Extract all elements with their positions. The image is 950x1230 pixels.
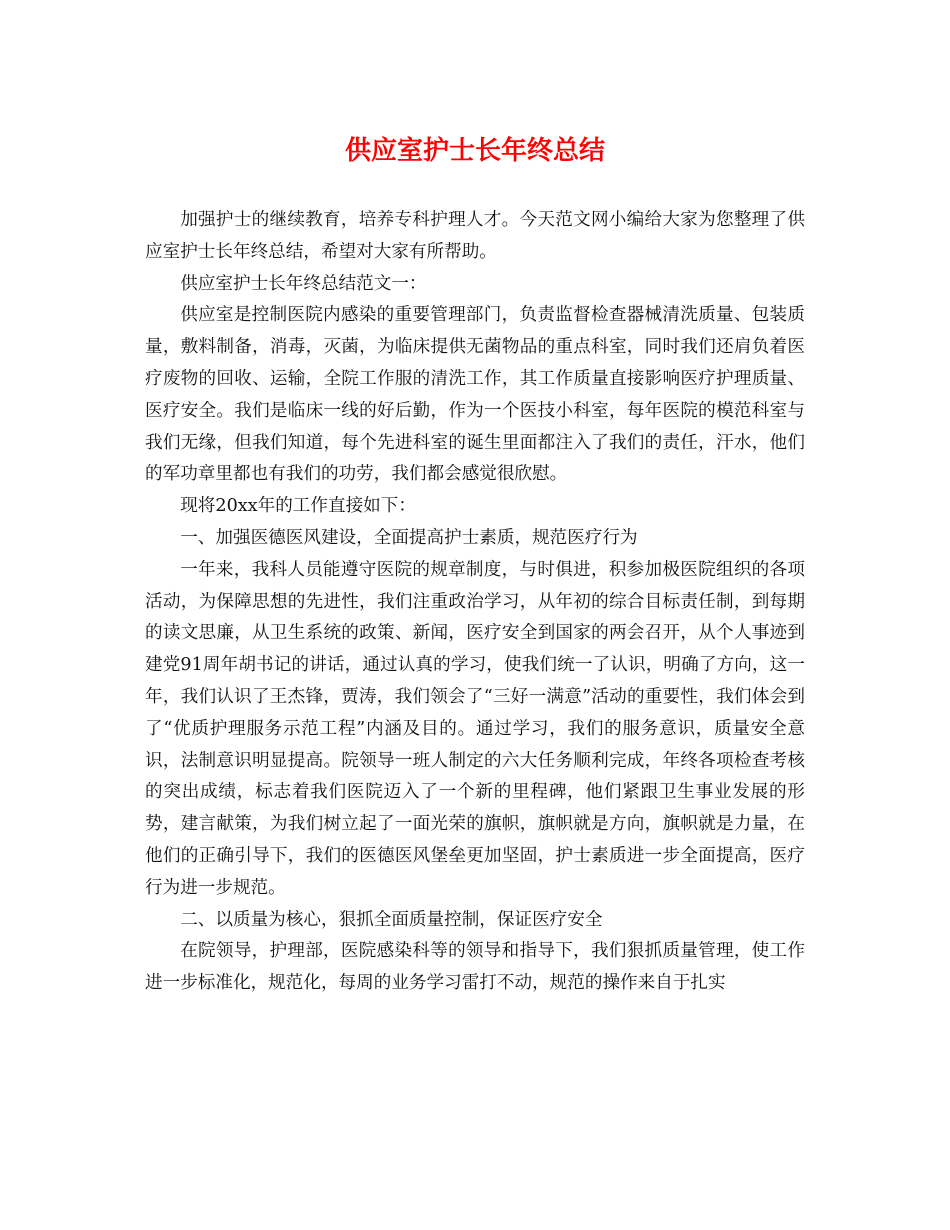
paragraph-intro: 加强护士的继续教育，培养专科护理人才。今天范文网小编给大家为您整理了供应室护士长年终总结，希望对大家有所帮助。 — [145, 210, 805, 262]
document-body — [145, 205, 805, 1000]
document-title: 供应室护士长年终总结 — [344, 136, 605, 166]
paragraph-sample-heading: 供应室护士长年终总结范文一： — [180, 273, 427, 294]
paragraph-section-2: 在院领导，护理部，医院感染科等的领导和指导下，我们狠抓质量管理，使工作进一步标准化，规范化，每周的业务学习雷打不动，规范的操作来自于扎实 — [145, 941, 805, 994]
section-heading-1: 一、加强医德医风建设，全面提高护士素质，规范医疗行为 — [180, 527, 638, 548]
paragraph-summary-lead: 现将20xx年的工作直接如下： — [180, 496, 416, 517]
paragraph-department-overview: 供应室是控制医院内感染的重要管理部门，负责监督检查器械清洗质量、包装质量，敷料制备，消毒，灭菌，为临床提供无菌物品的重点科室，同时我们还肩负着医疗废物的回收、运输，全院工作服的清洗工作，其工作质量直接影响医疗护理质量、医疗安全。我们是临床一线的好后勤，作为一个医技小科室，每年医院的模范科室与我们无缘，但我们知道，每个先进科室的诞生里面都注入了我们的责任，汗水，他们的军功章里都也有我们的功劳，我们都会感觉很欣慰。 — [145, 305, 805, 485]
section-heading-2: 二、以质量为核心，狠抓全面质量控制，保证医疗安全 — [180, 909, 603, 930]
paragraph-section-1: 一年来，我科人员能遵守医院的规章制度，与时俱进，积参加极医院组织的各项活动，为保障思想的先进性，我们注重政治学习，从年初的综合目标责任制，到每期的读文思廉，从卫生系统的政策、新闻，医疗安全到国家的两会召开，从个人事迹到建党91周年胡书记的讲话，通过认真的学习，使我们统一了认识，明确了方向，这一年，我们认识了王杰锋，贾涛，我们领会了“三好一满意”活动的重要性，我们体会到了“优质护理服务示范工程”内涵及目的。通过学习，我们的服务意识，质量安全意识，法制意识明显提高。院领导一班人制定的六大任务顺利完成，年终各项检查考核的突出成绩，标志着我们医院迈入了一个新的里程碑，他们紧跟卫生事业发展的形势，建言献策，为我们树立起了一面光荣的旗帜，旗帜就是方向，旗帜就是力量，在他们的正确引导下，我们的医德医风堡垒更加坚固，护士素质进一步全面提高，医疗行为进一步规范。 — [145, 559, 805, 898]
